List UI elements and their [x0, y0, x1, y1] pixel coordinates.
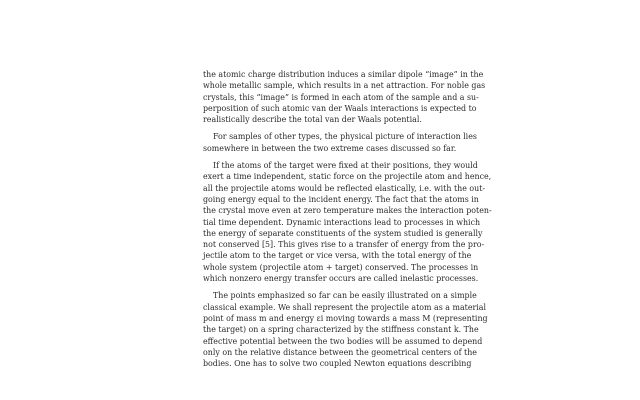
text-line: the target) on a spring characterized by the stiffness constant k. The — [203, 325, 479, 335]
text-line: point of mass m and energy εi moving towards a mass M (representing — [203, 313, 488, 323]
text-line: only on the relative distance between the geometrical centers of the — [203, 347, 477, 357]
text-line: the atomic charge distribution induces a similar dipole “image” in the — [203, 70, 484, 79]
body-text — [203, 69, 492, 369]
text-line: all the projectile atoms would be reflected elastically, i.e. with the out- — [203, 183, 486, 193]
text-line: realistically describe the total van der Waals potential. — [203, 115, 422, 125]
text-line: whole system (projectile atom + target) conserved. The processes in — [203, 262, 479, 272]
text-line: crystals, this “image” is formed in each atom of the sample and a su- — [203, 92, 479, 102]
text-line: which nonzero energy transfer occurs are called inelastic processes. — [203, 274, 479, 284]
paragraph-fixed-atoms — [203, 160, 492, 284]
paragraph-other-samples — [203, 131, 477, 154]
paragraph-image-charge — [203, 69, 486, 125]
text-line: For samples of other types, the physical picture of interaction lies — [213, 132, 477, 142]
text-line: jectile atom to the target or vice versa, with the total energy of the — [203, 251, 472, 261]
text-line: The points emphasized so far can be easily illustrated on a simple — [213, 291, 477, 301]
text-line: If the atoms of the target were fixed at their positions, they would — [213, 161, 478, 171]
text-line: not conserved [5]. This gives rise to a transfer of energy from the pro- — [203, 240, 485, 250]
text-line: the energy of separate constituents of the system studied is generally — [203, 228, 483, 238]
text-line: effective potential between the two bodies will be assumed to depend — [203, 336, 483, 346]
text-line: somewhere in between the two extreme cases discussed so far. — [203, 143, 457, 153]
text-line: bodies. One has to solve two coupled Newton equations describing — [203, 359, 472, 369]
text-line: going energy equal to the incident energy. The fact that the atoms in — [203, 194, 479, 204]
text-line: the crystal move even at zero temperature makes the interaction poten- — [203, 206, 492, 216]
text-line: classical example. We shall represent the projectile atom as a material — [203, 302, 487, 312]
text-line: whole metallic sample, which results in a net attraction. For noble gas — [203, 81, 486, 91]
text-line: exert a time independent, static force on the projectile atom and hence, — [203, 172, 492, 182]
text-line: tial time dependent. Dynamic interactions lead to processes in which — [203, 217, 481, 227]
text-line: perposition of such atomic van der Waals interactions is expected to — [203, 103, 477, 113]
paragraph-classical-example — [203, 290, 488, 369]
